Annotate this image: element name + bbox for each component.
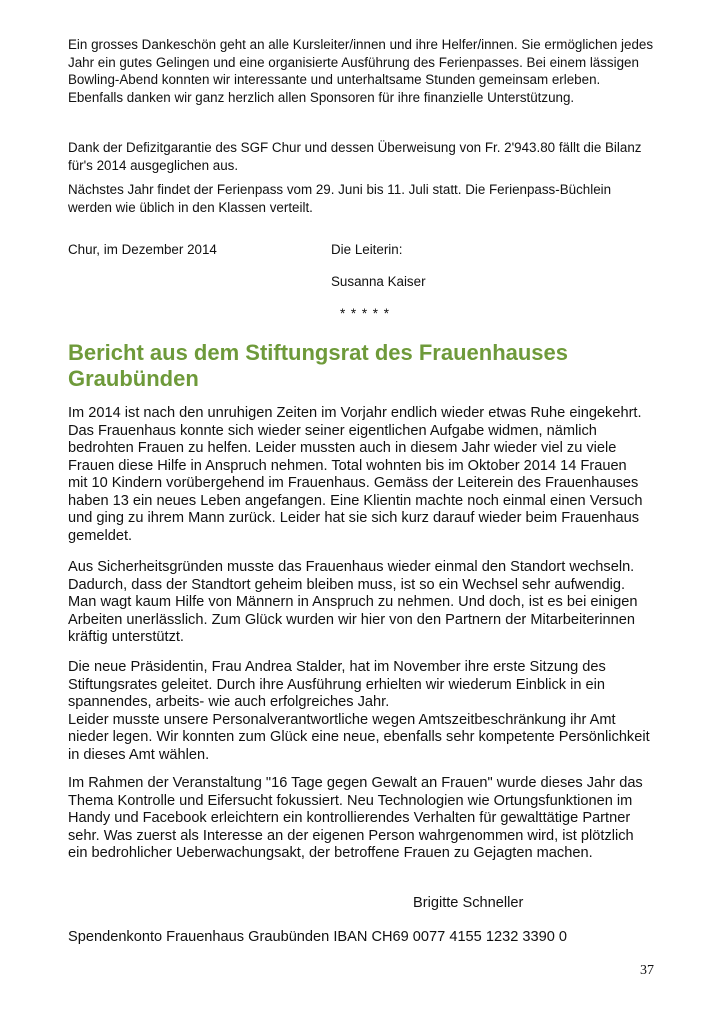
intro-paragraph-balance: Dank der Defizitgarantie des SGF Chur und dessen Überweisung von Fr. 2'943.80 fällt die Bilanz für's 2014 ausgeglichen aus. <box>68 140 642 173</box>
signature-name: Susanna Kaiser <box>331 274 426 289</box>
section-separator: * * * * * <box>340 306 390 321</box>
intro-paragraph-next-year: Nächstes Jahr findet der Ferienpass vom 29. Juni bis 11. Juli statt. Die Ferienpass-Büchlein werden wie üblich in den Klassen verteilt. <box>68 182 612 215</box>
article-heading: Bericht aus dem Stiftungsrat des Frauenhauses Graubünden <box>68 340 569 391</box>
signature-role: Die Leiterin: <box>331 242 403 257</box>
article-paragraph-relocation: Aus Sicherheitsgründen musste das Frauenhaus wieder einmal den Standort wechseln. Dadurch, dass der Standtort geheim bleiben muss, ist so ein Wechsel sehr aufwendig. Man wagt kaum Hilfe von Männern in Anspruch zu nehmen. Und doch, ist es bei einigen Arbeiten unerlässlich. Zum Glück wurden wir hier von den Partnern der Mitarbeiterinnen kräftig unterstützt. <box>68 559 638 645</box>
page-number: 37 <box>640 963 654 978</box>
article-paragraph-board: Die neue Präsidentin, Frau Andrea Stalder, hat im November ihre erste Sitzung des Stiftungsrates geleitet. Durch ihre Ausführung erhielten wir wiederum Einblick in ein spannendes, arbeits- wie auch erfolgreiches Jahr. Leider musste unsere Personalverantwortliche wegen Amtszeitbeschränkung ihr Amt nieder legen. Wir konnten zum Glück eine neue, ebenfalls sehr kompetente Persönlichkeit in dieses Amt wählen. <box>68 659 650 763</box>
intro-paragraph-thanks: Ein grosses Dankeschön geht an alle Kursleiter/innen und ihre Helfer/innen. Sie ermöglichen jedes Jahr ein gutes Gelingen und eine organisierte Ausführung des Ferienpasses. Bei einem lässigen Bowling-Abend konnten wir interessante und unterhaltsame Stunden gemeinsam erleben. Ebenfalls danken wir ganz herzlich allen Sponsoren für ihre finanzielle Unterstützung. <box>68 37 654 105</box>
signature-place-date: Chur, im Dezember 2014 <box>68 242 217 257</box>
article-paragraph-year-review: Im 2014 ist nach den unruhigen Zeiten im Vorjahr endlich wieder etwas Ruhe eingekehrt. Das Frauenhaus konnte sich wieder seiner eigentlichen Aufgabe widmen, nämlich bedrohten Frauen zu helfen. Leider mussten auch in diesem Jahr wieder viel zu viele Frauen diese Hilfe in Anspruch nehmen. Total wohnten bis im Oktober 2014 14 Frauen mit 10 Kindern vorübergehend im Frauenhaus. Gemäss der Leiterein des Frauenhauses haben 13 ein neues Leben angefangen. Eine Klientin machte noch einmal einen Versuch und ging zu ihrem Mann zurück. Leider hat sie sich kurz darauf wieder beim Frauenhaus gemeldet. <box>68 405 643 544</box>
article-paragraph-campaign: Im Rahmen der Veranstaltung "16 Tage gegen Gewalt an Frauen" wurde dieses Jahr das Thema Kontrolle und Eifersucht fokussiert. Neu Technologien wie Ortungsfunktionen im Handy und Facebook erleichtern ein kontrollierendes Verhalten für gewalttätige Partner sehr. Was zuerst als Interesse an der eigenen Person wahrgenommen wird, ist plötzlich ein bedrohlicher Ueberwachungsakt, der betroffene Frauen zu Gejagten machen. <box>68 775 643 861</box>
article-author: Brigitte Schneller <box>413 895 524 911</box>
donation-account: Spendenkonto Frauenhaus Graubünden IBAN CH69 0077 4155 1232 3390 0 <box>68 929 568 945</box>
